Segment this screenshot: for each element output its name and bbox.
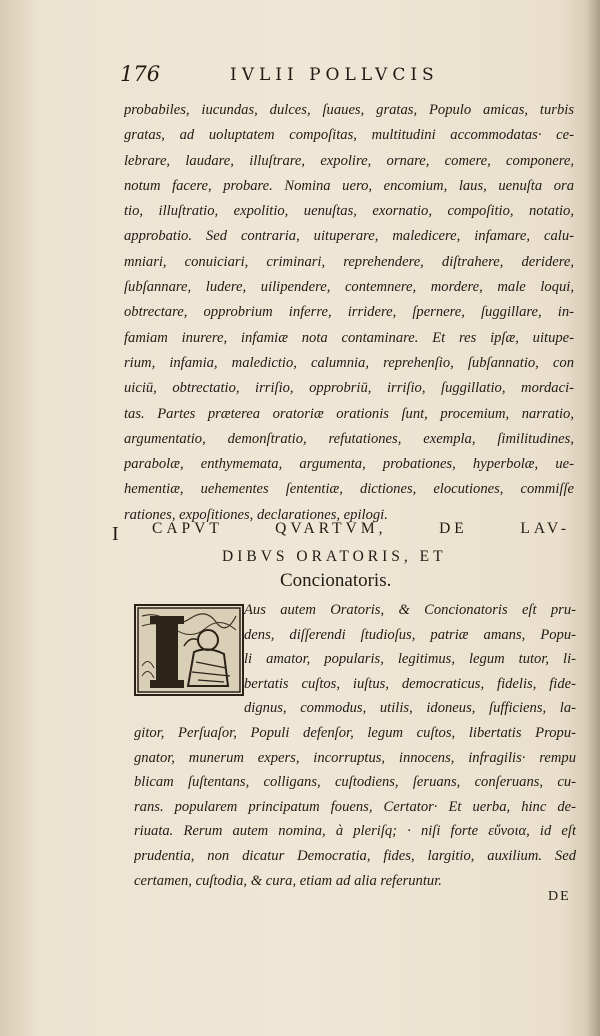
page-gutter-shadow [586,0,600,1036]
text-line: Aus autem Oratoris, & Concionatoris eſt pru- [244,602,576,618]
text-line: lebrare, laudare, illuſtrare, expolire, ornare, comere, componere, [124,152,574,169]
body-text [124,98,574,528]
text-line: gratas, ad uoluptatem compoſitas, multitudini accommodatas· ce- [124,127,574,144]
text-line: prudentia, non dicatur Democratia, fides, largitio, auxilium. Sed [134,847,576,864]
text-line: hementiæ, uehementes ſententiæ, dictiones, elocutiones, commiſſe [124,481,574,498]
running-head: IVLII POLLVCIS [230,65,439,85]
text-line: uiciū, obtrectatio, irriſio, opprobriū, irriſio, ſuggillatio, mordaci- [124,380,574,397]
text-line: probabiles, iucundas, dulces, ſuaues, gratas, Populo amicas, turbis [124,102,574,118]
text-line: argumentatio, demonſtratio, refutationes, exempla, ſimilitudines, [124,430,574,447]
text-line: gitor, Perſuaſor, Populi defenſor, legum cuſtos, libertatis Propu- [134,724,576,741]
text-line: certamen, cuſtodia, & cura, etiam ad alia referuntur. [134,872,442,889]
chapter-title-line-3: Concionatoris. [280,570,392,591]
text-line: notum facere, probare. Nomina uero, encomium, laus, uenuſta ora [124,177,574,194]
marginal-number: I [112,523,119,545]
text-line: tio, illuſtratio, expolitio, uenuſtas, exornatio, compoſitio, notatio, [124,203,574,220]
text-line: blicam ſuſtentans, colligans, cuſtodiens, ſeruans, conſeruans, cu- [134,774,576,791]
page-number: 176 [120,62,161,86]
text-line: bertatis cuſtos, iuſtus, democraticus, fidelis, fide- [244,675,576,692]
text-line: rans. popularem principatum fouens, Certator· Et uerba, hinc de- [134,798,576,815]
text-line: mniari, conuiciari, criminari, reprehendere, diſtrahere, deridere, [124,253,574,270]
text-line: famiam inurere, infamiæ nota contaminare. Et res ipſæ, uitupe- [124,329,574,346]
text-line: approbatio. Sed contraria, uituperare, maledicere, infamare, calu- [124,228,574,245]
text-line: ſubſannare, ludere, uilipendere, contemnere, mordere, male loqui, [124,279,574,296]
text-line: gnator, munerum expers, incorruptus, innocens, infragilis· rempu [134,749,576,766]
catchword: DE [548,889,571,904]
chapter-title-line-2: DIBVS ORATORIS, ET [222,548,447,565]
chapter-paragraph [134,598,576,893]
text-line: riuata. Rerum autem nomina, à pleriſq; · niſi forte εὔνοια, id eſt [134,823,576,840]
chapter-title-line-1: CAPVT QVARTVM, DE LAV- [152,520,570,537]
text-line: rium, infamia, maledictio, calumnia, reprehenſio, ſubſannatio, con [124,354,574,371]
text-line: li amator, popularis, legitimus, legum tutor, li- [244,651,576,668]
text-line: tas. Partes præterea oratoriæ orationis ſunt, procemium, narratio, [124,405,574,422]
text-line: dens, diſſerendi ſtudioſus, patriæ amans, Popu- [244,626,576,643]
text-line: dignus, commodus, utilis, idoneus, ſufficiens, la- [244,700,576,717]
text-line: obtrectare, opprobrium inferre, irridere, ſpernere, ſuggillare, in- [124,304,574,321]
page-header [120,62,540,92]
text-line: rationes, expoſitiones, declarationes, epilogi. [124,506,388,523]
text-line: parabolæ, enthymemata, argumenta, probationes, hyperbolæ, ue- [124,456,574,473]
